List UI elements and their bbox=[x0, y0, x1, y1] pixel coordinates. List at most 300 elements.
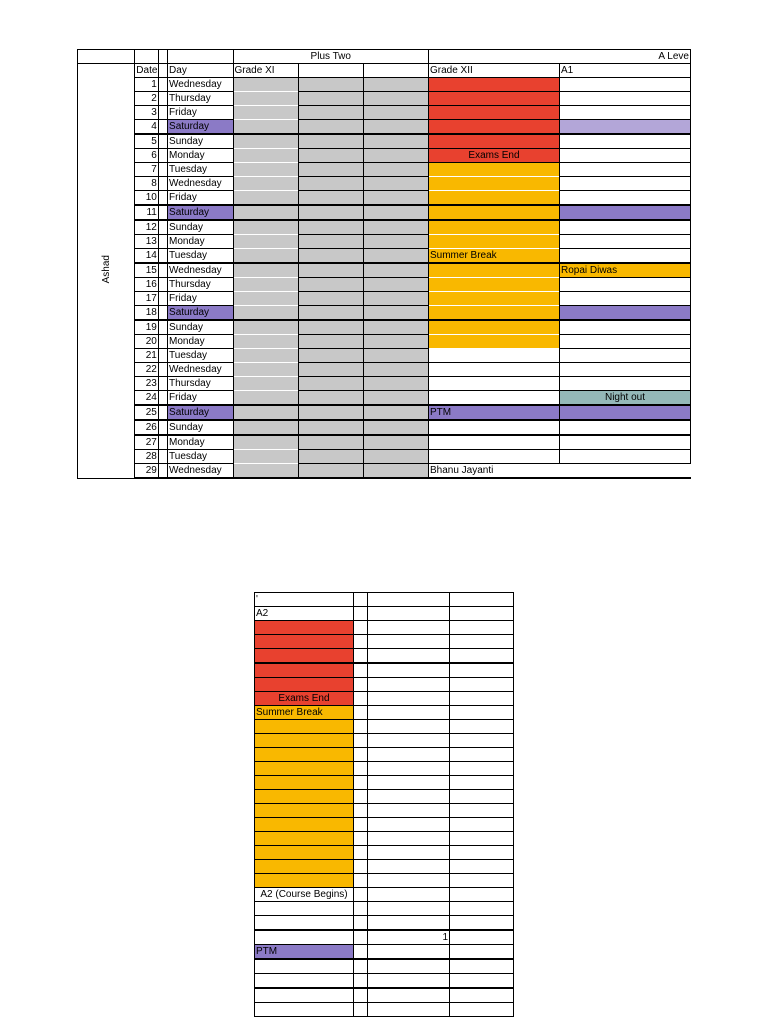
lower-row bbox=[255, 762, 514, 776]
calendar-row bbox=[78, 278, 691, 292]
grade-xi-cell bbox=[233, 464, 298, 479]
spacer-cell bbox=[158, 464, 167, 479]
lower-spacer-cell bbox=[354, 692, 368, 706]
day-cell: Monday bbox=[168, 435, 233, 450]
plus-two-cell bbox=[299, 377, 364, 391]
lower-cell bbox=[368, 790, 450, 804]
lower-cell bbox=[368, 902, 450, 916]
spacer-cell bbox=[158, 163, 167, 177]
plus-two-cell bbox=[299, 92, 364, 106]
day-cell: Wednesday bbox=[168, 363, 233, 377]
lower-cell bbox=[450, 678, 514, 692]
lower-spacer-cell bbox=[354, 621, 368, 635]
date-cell: 8 bbox=[135, 177, 159, 191]
calendar-row bbox=[78, 420, 691, 435]
lower-cell bbox=[368, 832, 450, 846]
day-cell: Wednesday bbox=[168, 78, 233, 92]
lower-spacer-cell bbox=[354, 874, 368, 888]
a1-cell bbox=[559, 249, 690, 264]
plus-two-cell bbox=[364, 363, 429, 377]
a1-cell bbox=[559, 106, 690, 120]
plus-two-cell bbox=[364, 278, 429, 292]
calendar-row bbox=[78, 377, 691, 391]
plus-two-cell bbox=[299, 306, 364, 321]
calendar-row bbox=[78, 450, 691, 464]
marker-cell: ' bbox=[255, 593, 354, 607]
lower-cell bbox=[368, 593, 450, 607]
plus-two-cell bbox=[299, 235, 364, 249]
spacer-cell bbox=[158, 263, 167, 278]
day-cell: Monday bbox=[168, 149, 233, 163]
day-cell: Sunday bbox=[168, 420, 233, 435]
date-cell: 21 bbox=[135, 349, 159, 363]
lower-spacer-cell bbox=[354, 720, 368, 734]
grade-xi-cell bbox=[233, 263, 298, 278]
a1-cell bbox=[559, 220, 690, 235]
date-cell: 1 bbox=[135, 78, 159, 92]
spacer-cell bbox=[158, 363, 167, 377]
a1-cell bbox=[559, 134, 690, 149]
lower-row bbox=[255, 974, 514, 989]
lower-cell bbox=[450, 888, 514, 902]
spacer-cell bbox=[158, 220, 167, 235]
calendar-row bbox=[78, 134, 691, 149]
day-cell: Friday bbox=[168, 191, 233, 206]
a1-header: A1 bbox=[559, 64, 690, 78]
a2-cell bbox=[255, 635, 354, 649]
grade-xii-cell bbox=[428, 134, 559, 149]
spacer-cell bbox=[158, 391, 167, 406]
lower-row bbox=[255, 945, 514, 960]
spacer-cell bbox=[158, 435, 167, 450]
a1-cell bbox=[559, 292, 690, 306]
lower-cell bbox=[368, 678, 450, 692]
a2-cell bbox=[255, 959, 354, 974]
grade-xi-cell bbox=[233, 106, 298, 120]
spacer-cell bbox=[158, 405, 167, 420]
a1-cell bbox=[559, 205, 690, 220]
lower-row bbox=[255, 930, 514, 945]
spacer-cell bbox=[158, 306, 167, 321]
night-out-cell: Night out bbox=[559, 391, 690, 406]
day-cell: Tuesday bbox=[168, 163, 233, 177]
spacer-cell bbox=[158, 349, 167, 363]
lower-row bbox=[255, 888, 514, 902]
lower-row bbox=[255, 734, 514, 748]
plus-two-cell bbox=[364, 220, 429, 235]
lower-cell bbox=[450, 945, 514, 960]
day-cell: Sunday bbox=[168, 320, 233, 335]
grade-xii-cell bbox=[428, 92, 559, 106]
grade-xi-cell bbox=[233, 163, 298, 177]
grade-xi-cell bbox=[233, 405, 298, 420]
lower-cell bbox=[450, 607, 514, 621]
a1-cell bbox=[559, 435, 690, 450]
lower-cell bbox=[450, 593, 514, 607]
lower-row bbox=[255, 846, 514, 860]
grade-xi-cell bbox=[233, 149, 298, 163]
lower-cell bbox=[368, 974, 450, 989]
plus-two-cell bbox=[299, 292, 364, 306]
grade-xii-cell bbox=[428, 278, 559, 292]
a1-cell bbox=[559, 177, 690, 191]
lower-cell bbox=[450, 959, 514, 974]
lower-spacer-cell bbox=[354, 804, 368, 818]
plus-two-cell bbox=[364, 235, 429, 249]
a1-cell bbox=[559, 78, 690, 92]
lower-cell bbox=[368, 663, 450, 678]
a1-cell bbox=[559, 450, 690, 464]
calendar-row bbox=[78, 177, 691, 191]
a1-cell bbox=[559, 306, 690, 321]
plus-two-cell bbox=[299, 205, 364, 220]
lower-spacer-cell bbox=[354, 776, 368, 790]
lower-cell bbox=[450, 776, 514, 790]
calendar-row bbox=[78, 106, 691, 120]
lower-cell bbox=[450, 930, 514, 945]
lower-cell bbox=[368, 706, 450, 720]
lower-summer-break-cell: Summer Break bbox=[255, 706, 354, 720]
lower-cell bbox=[368, 748, 450, 762]
day-cell: Tuesday bbox=[168, 249, 233, 264]
day-cell: Thursday bbox=[168, 278, 233, 292]
day-header: Day bbox=[168, 64, 233, 78]
lower-cell bbox=[368, 804, 450, 818]
a2-cell bbox=[255, 974, 354, 989]
grade-xi-cell bbox=[233, 363, 298, 377]
calendar-row bbox=[78, 163, 691, 177]
calendar-row bbox=[78, 464, 691, 479]
grade-xi-cell bbox=[233, 349, 298, 363]
lower-cell bbox=[368, 635, 450, 649]
day-cell: Tuesday bbox=[168, 349, 233, 363]
lower-spacer-cell bbox=[354, 974, 368, 989]
date-cell: 27 bbox=[135, 435, 159, 450]
lower-cell bbox=[450, 621, 514, 635]
plus-two-cell bbox=[299, 435, 364, 450]
lower-spacer-cell bbox=[354, 846, 368, 860]
grade-xi-cell bbox=[233, 78, 298, 92]
a2-course-begins-cell: A2 (Course Begins) bbox=[255, 888, 354, 902]
plus-two-cell bbox=[299, 320, 364, 335]
a2-cell bbox=[255, 649, 354, 664]
calendar-row bbox=[78, 306, 691, 321]
plus-two-cell bbox=[299, 278, 364, 292]
date-cell: 16 bbox=[135, 278, 159, 292]
lower-row bbox=[255, 706, 514, 720]
a1-cell bbox=[559, 420, 690, 435]
grade-xi-cell bbox=[233, 435, 298, 450]
plus-two-cell bbox=[364, 120, 429, 135]
a2-cell bbox=[255, 621, 354, 635]
plus-two-cell bbox=[299, 191, 364, 206]
date-cell: 29 bbox=[135, 464, 159, 479]
plus-two-cell bbox=[364, 391, 429, 406]
lower-row bbox=[255, 776, 514, 790]
date-cell: 14 bbox=[135, 249, 159, 264]
day-cell: Sunday bbox=[168, 220, 233, 235]
grade-xi-cell bbox=[233, 450, 298, 464]
plus-two-cell bbox=[364, 464, 429, 479]
a2-cell bbox=[255, 988, 354, 1003]
lower-spacer-cell bbox=[354, 959, 368, 974]
calendar-row bbox=[78, 220, 691, 235]
spacer-cell bbox=[158, 320, 167, 335]
lower-cell bbox=[368, 1003, 450, 1017]
lower-cell bbox=[450, 649, 514, 664]
date-cell: 2 bbox=[135, 92, 159, 106]
grade-xi-cell bbox=[233, 177, 298, 191]
grade-xii-cell bbox=[428, 363, 559, 377]
plus-two-cell bbox=[364, 450, 429, 464]
lower-cell bbox=[450, 706, 514, 720]
plus-two-cell bbox=[299, 405, 364, 420]
calendar-row bbox=[78, 292, 691, 306]
plus-two-cell bbox=[299, 120, 364, 135]
a2-cell bbox=[255, 748, 354, 762]
a1-cell bbox=[559, 92, 690, 106]
lower-cell bbox=[368, 762, 450, 776]
plus-two-cell bbox=[299, 177, 364, 191]
lower-spacer-cell bbox=[354, 818, 368, 832]
lower-spacer-cell bbox=[354, 916, 368, 931]
a1-cell bbox=[559, 149, 690, 163]
spacer-cell bbox=[158, 377, 167, 391]
date-cell: 7 bbox=[135, 163, 159, 177]
grade-xii-cell bbox=[428, 263, 559, 278]
calendar-row bbox=[78, 349, 691, 363]
grade-xi-cell bbox=[233, 205, 298, 220]
grade-xi-cell bbox=[233, 391, 298, 406]
plus-two-cell bbox=[299, 106, 364, 120]
calendar-table-top bbox=[77, 49, 691, 479]
plus-two-cell bbox=[299, 363, 364, 377]
lower-row bbox=[255, 988, 514, 1003]
lower-cell bbox=[450, 790, 514, 804]
lower-row bbox=[255, 832, 514, 846]
plus-two-cell bbox=[299, 335, 364, 349]
day-cell: Monday bbox=[168, 235, 233, 249]
a2-cell bbox=[255, 916, 354, 931]
plus-two-cell bbox=[299, 391, 364, 406]
grade-xi-cell bbox=[233, 420, 298, 435]
plus-two-cell bbox=[299, 464, 364, 479]
date-cell: 4 bbox=[135, 120, 159, 135]
calendar-row bbox=[78, 335, 691, 349]
lower-spacer-cell bbox=[354, 593, 368, 607]
spacer-cell bbox=[158, 420, 167, 435]
grade-xi-cell bbox=[233, 120, 298, 135]
lower-cell bbox=[450, 860, 514, 874]
lower-cell bbox=[368, 818, 450, 832]
lower-cell bbox=[368, 945, 450, 960]
spacer-cell bbox=[158, 78, 167, 92]
plus-two-cell bbox=[364, 177, 429, 191]
date-cell: 11 bbox=[135, 205, 159, 220]
lower-cell bbox=[368, 692, 450, 706]
date-cell: 10 bbox=[135, 191, 159, 206]
calendar-row bbox=[78, 78, 691, 92]
lower-row bbox=[255, 649, 514, 664]
grade-xii-cell bbox=[428, 205, 559, 220]
lower-cell bbox=[450, 1003, 514, 1017]
lower-spacer-cell bbox=[354, 945, 368, 960]
spacer-cell bbox=[158, 278, 167, 292]
a2-cell bbox=[255, 804, 354, 818]
lower-row bbox=[255, 678, 514, 692]
calendar-row bbox=[78, 320, 691, 335]
month-label: Ashad bbox=[100, 254, 112, 283]
ptm-cell: PTM bbox=[428, 405, 559, 420]
plus-two-cell bbox=[364, 106, 429, 120]
plus-two-cell bbox=[364, 320, 429, 335]
lower-cell bbox=[450, 874, 514, 888]
grade-xi-cell bbox=[233, 278, 298, 292]
plus-two-cell bbox=[364, 134, 429, 149]
grade-xi-cell bbox=[233, 306, 298, 321]
a1-cell bbox=[559, 349, 690, 363]
calendar-table-lower bbox=[254, 592, 514, 1017]
plus-two-cell bbox=[299, 349, 364, 363]
a2-cell bbox=[255, 762, 354, 776]
header-row-2 bbox=[78, 64, 691, 78]
grade-xii-cell bbox=[428, 391, 559, 406]
date-cell: 24 bbox=[135, 391, 159, 406]
day-cell: Saturday bbox=[168, 405, 233, 420]
date-cell: 26 bbox=[135, 420, 159, 435]
day-cell: Saturday bbox=[168, 205, 233, 220]
lower-spacer-cell bbox=[354, 1003, 368, 1017]
plus-two-cell bbox=[364, 405, 429, 420]
date-cell: 19 bbox=[135, 320, 159, 335]
calendar-row bbox=[78, 191, 691, 206]
lower-row bbox=[255, 860, 514, 874]
calendar-row bbox=[78, 120, 691, 135]
a2-cell bbox=[255, 930, 354, 945]
spacer-cell bbox=[158, 120, 167, 135]
date-cell: 22 bbox=[135, 363, 159, 377]
grade-xii-cell bbox=[428, 292, 559, 306]
lower-cell bbox=[368, 776, 450, 790]
plus-two-cell bbox=[299, 163, 364, 177]
a2-cell bbox=[255, 846, 354, 860]
lower-cell bbox=[450, 916, 514, 931]
grade-xii-cell bbox=[428, 120, 559, 135]
plus-two-cell bbox=[364, 420, 429, 435]
grade-xii-cell bbox=[428, 420, 559, 435]
lower-spacer-cell bbox=[354, 678, 368, 692]
a2-cell bbox=[255, 734, 354, 748]
date-cell: 5 bbox=[135, 134, 159, 149]
date-header: Date bbox=[136, 65, 158, 76]
lower-cell bbox=[450, 635, 514, 649]
grade-xi-header: Grade XI bbox=[233, 64, 298, 78]
grade-xi-cell bbox=[233, 292, 298, 306]
plus-two-cell bbox=[364, 292, 429, 306]
plus-two-cell bbox=[299, 263, 364, 278]
lower-cell bbox=[368, 860, 450, 874]
grade-xii-header: Grade XII bbox=[428, 64, 559, 78]
spacer-cell bbox=[158, 149, 167, 163]
lower-spacer-cell bbox=[354, 930, 368, 945]
header-row-1 bbox=[78, 50, 691, 64]
day-cell: Saturday bbox=[168, 120, 233, 135]
grade-xi-cell bbox=[233, 335, 298, 349]
lower-cell bbox=[368, 959, 450, 974]
lower-row bbox=[255, 663, 514, 678]
lower-cell bbox=[368, 607, 450, 621]
date-cell: 25 bbox=[135, 405, 159, 420]
grade-xii-cell bbox=[428, 78, 559, 92]
grade-xii-cell bbox=[428, 177, 559, 191]
grade-xi-cell bbox=[233, 134, 298, 149]
lower-spacer-cell bbox=[354, 902, 368, 916]
plus-two-cell bbox=[364, 205, 429, 220]
grade-xi-cell bbox=[233, 220, 298, 235]
lower-row bbox=[255, 621, 514, 635]
grade-xii-cell bbox=[428, 435, 559, 450]
spacer-cell bbox=[158, 249, 167, 264]
calendar-row bbox=[78, 405, 691, 420]
a2-cell bbox=[255, 1003, 354, 1017]
calendar-row bbox=[78, 205, 691, 220]
exams-end-cell: Exams End bbox=[428, 149, 559, 163]
plus-two-cell bbox=[364, 335, 429, 349]
a2-header-cell: A2 bbox=[255, 607, 354, 621]
lower-row bbox=[255, 593, 514, 607]
plus-two-cell bbox=[299, 134, 364, 149]
plus-two-cell bbox=[299, 78, 364, 92]
lower-cell bbox=[450, 663, 514, 678]
spacer-cell bbox=[158, 106, 167, 120]
plus-two-cell bbox=[364, 263, 429, 278]
plus-two-cell bbox=[364, 191, 429, 206]
calendar-row bbox=[78, 263, 691, 278]
lower-cell bbox=[368, 649, 450, 664]
lower-row bbox=[255, 902, 514, 916]
day-cell: Wednesday bbox=[168, 464, 233, 479]
a1-cell bbox=[559, 278, 690, 292]
plus-two-cell bbox=[299, 149, 364, 163]
a-level-header: A Leve bbox=[559, 50, 690, 64]
lower-row bbox=[255, 607, 514, 621]
spacer-cell bbox=[158, 205, 167, 220]
a1-cell bbox=[559, 320, 690, 335]
a1-cell bbox=[559, 363, 690, 377]
grade-xii-cell bbox=[428, 349, 559, 363]
lower-row bbox=[255, 804, 514, 818]
lower-spacer-cell bbox=[354, 860, 368, 874]
day-cell: Friday bbox=[168, 106, 233, 120]
lower-row bbox=[255, 874, 514, 888]
plus-two-cell bbox=[364, 306, 429, 321]
a2-cell bbox=[255, 790, 354, 804]
grade-xi-cell bbox=[233, 377, 298, 391]
calendar-row bbox=[78, 363, 691, 377]
day-cell: Wednesday bbox=[168, 177, 233, 191]
date-cell: 3 bbox=[135, 106, 159, 120]
spacer-cell bbox=[158, 292, 167, 306]
grade-xi-cell bbox=[233, 320, 298, 335]
lower-spacer-cell bbox=[354, 607, 368, 621]
lower-cell bbox=[368, 888, 450, 902]
lower-cell bbox=[450, 902, 514, 916]
lower-spacer-cell bbox=[354, 649, 368, 664]
bhanu-jayanti-cell: Bhanu Jayanti bbox=[428, 464, 559, 479]
lower-spacer-cell bbox=[354, 832, 368, 846]
lower-cell bbox=[368, 846, 450, 860]
calendar-row bbox=[78, 391, 691, 406]
